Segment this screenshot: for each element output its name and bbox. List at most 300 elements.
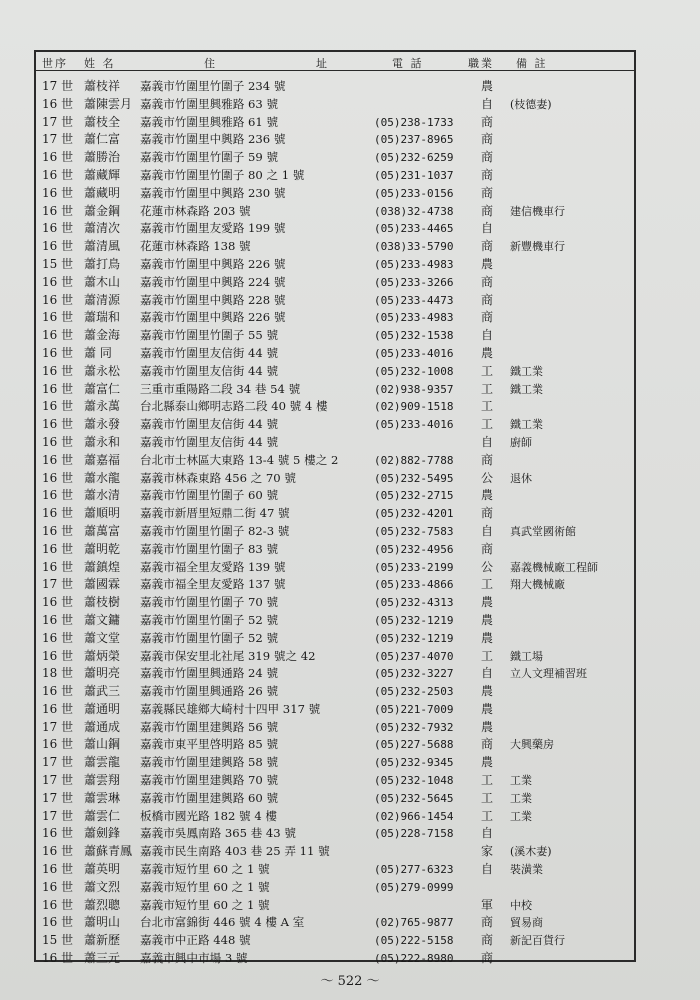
occupation-cell: 商: [480, 114, 493, 129]
occupation-cell: 農: [480, 630, 493, 645]
address-cell: 嘉義縣民雄鄉大崎村十四甲 317 號: [140, 701, 321, 716]
generation-cell: 18 世: [42, 666, 74, 681]
address-cell: 嘉義市竹圍里友信街 44 號: [140, 434, 279, 449]
table-row: [36, 452, 634, 470]
address-cell: 嘉義市竹圍里竹圍子 55 號: [140, 328, 279, 343]
generation-cell: 17 世: [42, 773, 74, 788]
address-cell: 板橋市國光路 182 號 4 樓: [140, 808, 277, 823]
table-row: [36, 861, 634, 879]
generation-cell: 16 世: [42, 417, 74, 432]
generation-cell: 16 世: [42, 167, 74, 182]
name-cell: 蕭枝全: [84, 114, 121, 129]
address-cell: 嘉義市竹圍里竹圍子 234 號: [140, 79, 286, 93]
occupation-cell: 商: [480, 150, 493, 165]
occupation-cell: 家: [480, 844, 493, 859]
address-cell: 嘉義市竹圍里竹圍子 80 之 1 號: [140, 167, 305, 182]
table-row: [36, 825, 634, 843]
address-cell: 嘉義市新厝里短鼎二街 47 號: [140, 506, 290, 521]
telephone-cell: (05)232-5495: [374, 471, 454, 485]
table-row: [36, 114, 634, 132]
table-row: [36, 683, 634, 701]
table-row: [36, 808, 634, 826]
telephone-cell: (05)232-4956: [374, 542, 454, 556]
generation-cell: 16 世: [42, 612, 74, 627]
header-address-1: 住: [204, 57, 217, 70]
name-cell: 蕭武三: [84, 684, 121, 699]
name-cell: 蕭永松: [84, 363, 121, 378]
note-cell: 新豐機車行: [510, 240, 565, 254]
note-cell: 嘉義機械廠工程師: [510, 560, 598, 574]
name-cell: 蕭三元: [84, 951, 121, 966]
table-header: [36, 54, 634, 71]
telephone-cell: (05)232-9345: [374, 756, 454, 770]
generation-cell: 17 世: [42, 808, 74, 823]
table-row: [36, 363, 634, 381]
generation-cell: 16 世: [42, 684, 74, 699]
table-row: [36, 790, 634, 808]
table-row: [36, 381, 634, 399]
telephone-cell: (05)222-5158: [374, 934, 454, 948]
note-cell: (溪木妻): [510, 845, 552, 859]
occupation-cell: 商: [480, 167, 493, 182]
address-cell: 嘉義市竹圍里竹圍子 52 號: [140, 612, 279, 627]
occupation-cell: 商: [480, 541, 493, 556]
telephone-cell: (05)233-0156: [374, 186, 454, 200]
telephone-cell: (05)233-3266: [374, 275, 454, 289]
name-cell: 蕭永萬: [84, 399, 121, 414]
generation-cell: 17 世: [42, 132, 74, 147]
name-cell: 蕭藏明: [84, 185, 121, 200]
table-row: [36, 630, 634, 648]
address-cell: 嘉義市福全里友愛路 139 號: [140, 559, 286, 574]
name-cell: 蕭清源: [84, 292, 121, 307]
table-row: [36, 897, 634, 915]
generation-cell: 17 世: [42, 719, 74, 734]
telephone-cell: (05)232-4201: [374, 507, 454, 521]
generation-cell: 16 世: [42, 452, 74, 467]
table-row: [36, 167, 634, 185]
note-cell: 廚師: [510, 435, 532, 449]
generation-cell: 16 世: [42, 897, 74, 912]
telephone-cell: (05)237-4070: [374, 649, 454, 663]
occupation-cell: 自: [480, 826, 493, 841]
table-row: [36, 754, 634, 772]
address-cell: 嘉義市福全里友愛路 137 號: [140, 577, 286, 592]
name-cell: 蕭 同: [84, 345, 112, 360]
address-cell: 嘉義市竹圍里中興路 236 號: [140, 132, 286, 147]
address-cell: 嘉義市竹圍里友信街 44 號: [140, 345, 279, 360]
generation-cell: 16 世: [42, 559, 74, 574]
generation-cell: 15 世: [42, 256, 74, 271]
generation-cell: 16 世: [42, 862, 74, 877]
note-cell: 翔大機械廠: [510, 578, 565, 592]
name-cell: 蕭瑞和: [84, 310, 121, 325]
generation-cell: 16 世: [42, 826, 74, 841]
address-cell: 嘉義市東平里啓明路 85 號: [140, 737, 279, 752]
occupation-cell: 工: [480, 577, 493, 592]
generation-cell: 16 世: [42, 292, 74, 307]
note-cell: 新記百貨行: [510, 934, 565, 948]
telephone-cell: (05)231-1037: [374, 168, 454, 182]
address-cell: 嘉義市林森東路 456 之 70 號: [140, 470, 296, 485]
table-row: [36, 256, 634, 274]
generation-cell: 16 世: [42, 488, 74, 503]
telephone-cell: (05)233-2199: [374, 560, 454, 574]
telephone-cell: (02)966-1454: [374, 809, 454, 823]
name-cell: 蕭炳榮: [84, 648, 121, 663]
table-row: [36, 719, 634, 737]
occupation-cell: 農: [480, 345, 493, 360]
occupation-cell: 商: [480, 915, 493, 930]
address-cell: 台北市士林區大東路 13-4 號 5 樓之 2: [140, 452, 339, 467]
telephone-cell: (05)232-1048: [374, 774, 454, 788]
name-cell: 蕭雲仁: [84, 808, 121, 823]
name-cell: 蕭明山: [84, 915, 121, 930]
occupation-cell: 農: [480, 256, 493, 271]
telephone-cell: (05)233-4016: [374, 346, 454, 360]
note-cell: 裝潢業: [510, 863, 543, 877]
telephone-cell: (05)237-8965: [374, 133, 454, 147]
name-cell: 蕭永發: [84, 417, 121, 432]
telephone-cell: (05)227-5688: [374, 738, 454, 752]
name-cell: 蕭富仁: [84, 381, 121, 396]
occupation-cell: 農: [480, 701, 493, 716]
generation-cell: 16 世: [42, 345, 74, 360]
address-cell: 嘉義市竹圍里興通路 24 號: [140, 666, 279, 681]
header-telephone: 電 話: [392, 57, 424, 70]
name-cell: 蕭打鳥: [84, 256, 121, 271]
note-cell: 建信機車行: [510, 204, 565, 218]
name-cell: 蕭枝祥: [84, 79, 121, 93]
name-cell: 蕭劍鋒: [84, 826, 121, 841]
name-cell: 蕭勝治: [84, 150, 121, 165]
address-cell: 嘉義市竹圍里竹圍子 60 號: [140, 488, 279, 503]
name-cell: 蕭文烈: [84, 879, 121, 894]
occupation-cell: 商: [480, 452, 493, 467]
occupation-cell: 公: [480, 559, 493, 574]
generation-cell: 16 世: [42, 434, 74, 449]
occupation-cell: 農: [480, 79, 493, 93]
generation-cell: 16 世: [42, 239, 74, 254]
occupation-cell: 軍: [480, 897, 493, 912]
note-cell: 工業: [510, 774, 532, 788]
address-cell: 花蓮市林森路 138 號: [140, 239, 251, 254]
table-row: [36, 612, 634, 630]
generation-cell: 16 世: [42, 470, 74, 485]
name-cell: 蕭金鋼: [84, 203, 121, 218]
generation-cell: 16 世: [42, 274, 74, 289]
generation-cell: 16 世: [42, 523, 74, 538]
address-cell: 嘉義市竹圍里中興路 228 號: [140, 292, 286, 307]
address-cell: 嘉義市保安里北社尾 319 號之 42: [140, 648, 316, 663]
occupation-cell: 自: [480, 523, 493, 538]
occupation-cell: 商: [480, 274, 493, 289]
generation-cell: 16 世: [42, 221, 74, 236]
generation-cell: 15 世: [42, 933, 74, 948]
name-cell: 蕭順明: [84, 506, 121, 521]
table-row: [36, 220, 634, 238]
address-cell: 嘉義市竹圍里友信街 44 號: [140, 363, 279, 378]
address-cell: 嘉義市竹圍里建興路 60 號: [140, 790, 279, 805]
telephone-cell: (05)232-5645: [374, 791, 454, 805]
name-cell: 蕭水清: [84, 488, 121, 503]
telephone-cell: (05)233-4473: [374, 293, 454, 307]
occupation-cell: 工: [480, 808, 493, 823]
table-row: [36, 309, 634, 327]
name-cell: 蕭嘉福: [84, 452, 121, 467]
table-row: [36, 274, 634, 292]
occupation-cell: 工: [480, 363, 493, 378]
note-cell: 立人文理補習班: [510, 667, 587, 681]
generation-cell: 16 世: [42, 203, 74, 218]
occupation-cell: 農: [480, 488, 493, 503]
generation-cell: 17 世: [42, 577, 74, 592]
telephone-cell: (05)232-1219: [374, 613, 454, 627]
name-cell: 蕭清風: [84, 239, 121, 254]
table-row: [36, 932, 634, 950]
occupation-cell: 自: [480, 221, 493, 236]
address-cell: 嘉義市竹圍里興雅路 63 號: [140, 96, 279, 111]
occupation-cell: 商: [480, 239, 493, 254]
name-cell: 蕭永和: [84, 434, 121, 449]
address-cell: 嘉義市竹圍里友信街 44 號: [140, 417, 279, 432]
name-cell: 蕭陳雲月: [84, 96, 133, 111]
table-row: [36, 203, 634, 221]
occupation-cell: 農: [480, 755, 493, 770]
telephone-cell: (02)765-9877: [374, 916, 454, 930]
generation-cell: 17 世: [42, 79, 74, 93]
name-cell: 蕭木山: [84, 274, 121, 289]
table-row: [36, 78, 634, 96]
address-cell: 嘉義市竹圍里建興路 56 號: [140, 719, 279, 734]
generation-cell: 17 世: [42, 755, 74, 770]
occupation-cell: 工: [480, 648, 493, 663]
occupation-cell: 農: [480, 595, 493, 610]
generation-cell: 16 世: [42, 648, 74, 663]
telephone-cell: (05)232-4313: [374, 596, 454, 610]
occupation-cell: 農: [480, 612, 493, 627]
name-cell: 蕭明乾: [84, 541, 121, 556]
address-cell: 嘉義市竹圍里竹圍子 82-3 號: [140, 523, 290, 538]
address-cell: 嘉義市竹圍里中興路 224 號: [140, 274, 286, 289]
table-row: [36, 559, 634, 577]
telephone-cell: (05)232-2503: [374, 685, 454, 699]
address-cell: 三重市重陽路二段 34 巷 54 號: [140, 381, 301, 396]
occupation-cell: 公: [480, 470, 493, 485]
page-number: ～ 522 ～: [320, 974, 380, 989]
address-cell: 嘉義市竹圍里竹圍子 83 號: [140, 541, 279, 556]
name-cell: 蕭仁富: [84, 132, 121, 147]
note-cell: 貿易商: [510, 916, 543, 930]
generation-cell: 16 世: [42, 701, 74, 716]
generation-cell: 17 世: [42, 790, 74, 805]
generation-cell: 16 世: [42, 150, 74, 165]
occupation-cell: 自: [480, 328, 493, 343]
generation-cell: 16 世: [42, 630, 74, 645]
note-cell: 鐵工場: [510, 649, 543, 663]
telephone-cell: (05)232-1008: [374, 364, 454, 378]
address-cell: 嘉義市短竹里 60 之 1 號: [140, 862, 270, 877]
telephone-cell: (05)221-7009: [374, 702, 454, 716]
generation-cell: 16 世: [42, 363, 74, 378]
table-row: [36, 434, 634, 452]
name-cell: 蕭鎮煌: [84, 559, 121, 574]
table-row: [36, 292, 634, 310]
occupation-cell: 商: [480, 292, 493, 307]
occupation-cell: 商: [480, 203, 493, 218]
name-cell: 蕭新歷: [84, 933, 121, 948]
table-row: [36, 594, 634, 612]
address-cell: 嘉義市民生南路 403 巷 25 弄 11 號: [140, 844, 330, 859]
note-cell: 真武堂國術館: [510, 524, 576, 538]
table-row: [36, 131, 634, 149]
generation-cell: 16 世: [42, 844, 74, 859]
header-name: 姓 名: [84, 57, 116, 70]
table-row: [36, 487, 634, 505]
telephone-cell: (05)232-1538: [374, 329, 454, 343]
note-cell: 工業: [510, 791, 532, 805]
occupation-cell: 自: [480, 666, 493, 681]
telephone-cell: (05)233-4866: [374, 578, 454, 592]
telephone-cell: (05)232-3227: [374, 667, 454, 681]
generation-cell: 16 世: [42, 951, 74, 966]
occupation-cell: 農: [480, 684, 493, 699]
name-cell: 蕭雲龍: [84, 755, 121, 770]
table-row: [36, 843, 634, 861]
occupation-cell: 商: [480, 185, 493, 200]
occupation-cell: 農: [480, 719, 493, 734]
address-cell: 嘉義市竹圍里竹圍子 52 號: [140, 630, 279, 645]
telephone-cell: (05)233-4016: [374, 418, 454, 432]
address-cell: 嘉義市竹圍里中興路 226 號: [140, 256, 286, 271]
occupation-cell: 工: [480, 417, 493, 432]
table-row: [36, 701, 634, 719]
table-row: [36, 505, 634, 523]
table-row: [36, 736, 634, 754]
header-generation: 世序: [42, 57, 68, 70]
address-cell: 嘉義市竹圍里建興路 58 號: [140, 755, 279, 770]
telephone-cell: (05)222-8980: [374, 952, 454, 966]
telephone-cell: (05)277-6323: [374, 863, 454, 877]
table-row: [36, 238, 634, 256]
name-cell: 蕭水龍: [84, 470, 121, 485]
generation-cell: 16 世: [42, 541, 74, 556]
occupation-cell: 商: [480, 737, 493, 752]
generation-cell: 16 世: [42, 328, 74, 343]
telephone-cell: (05)232-7583: [374, 524, 454, 538]
table-row: [36, 523, 634, 541]
telephone-cell: (05)232-1219: [374, 631, 454, 645]
table-row: [36, 149, 634, 167]
telephone-cell: (05)238-1733: [374, 115, 454, 129]
table-row: [36, 665, 634, 683]
address-cell: 嘉義市竹圍里中興路 226 號: [140, 310, 286, 325]
name-cell: 蕭國霖: [84, 577, 121, 592]
address-cell: 嘉義市興中市場 3 號: [140, 951, 248, 966]
telephone-cell: (05)228-7158: [374, 827, 454, 841]
table-row: [36, 576, 634, 594]
table-row: [36, 470, 634, 488]
occupation-cell: 商: [480, 506, 493, 521]
occupation-cell: 商: [480, 933, 493, 948]
address-cell: 嘉義市短竹里 60 之 1 號: [140, 897, 270, 912]
table-row: [36, 772, 634, 790]
table-row: [36, 345, 634, 363]
generation-cell: 16 世: [42, 879, 74, 894]
note-cell: 鐵工業: [510, 418, 543, 432]
occupation-cell: 工: [480, 381, 493, 396]
generation-cell: 17 世: [42, 114, 74, 129]
occupation-cell: 自: [480, 96, 493, 111]
generation-cell: 16 世: [42, 506, 74, 521]
telephone-cell: (02)882-7788: [374, 453, 454, 467]
generation-cell: 16 世: [42, 737, 74, 752]
telephone-cell: (05)233-4465: [374, 222, 454, 236]
address-cell: 嘉義市短竹里 60 之 1 號: [140, 879, 270, 894]
table-row: [36, 914, 634, 932]
telephone-cell: (05)279-0999: [374, 880, 454, 894]
note-cell: 工業: [510, 809, 532, 823]
address-cell: 台北市富錦街 446 號 4 樓 A 室: [140, 915, 305, 930]
telephone-cell: (038)33-5790: [374, 240, 454, 254]
name-cell: 蕭枝樹: [84, 595, 121, 610]
header-occupation: 職業: [468, 57, 494, 70]
name-cell: 蕭蘇青鳳: [84, 844, 133, 859]
address-cell: 嘉義市竹圍里興通路 26 號: [140, 684, 279, 699]
table-row: [36, 648, 634, 666]
table-row: [36, 879, 634, 897]
occupation-cell: 商: [480, 951, 493, 966]
note-cell: (枝德妻): [510, 97, 552, 111]
address-cell: 嘉義市竹圍里興雅路 61 號: [140, 114, 279, 129]
telephone-cell: (05)232-6259: [374, 151, 454, 165]
occupation-cell: 工: [480, 773, 493, 788]
name-cell: 蕭明亮: [84, 666, 121, 681]
address-cell: 嘉義市竹圍里友愛路 199 號: [140, 221, 286, 236]
generation-cell: 16 世: [42, 915, 74, 930]
note-cell: 大興藥房: [510, 738, 554, 752]
name-cell: 蕭清次: [84, 221, 121, 236]
occupation-cell: 商: [480, 310, 493, 325]
table-row: [36, 327, 634, 345]
note-cell: 退休: [510, 471, 532, 485]
address-cell: 嘉義市中正路 448 號: [140, 933, 251, 948]
name-cell: 蕭文堂: [84, 630, 121, 645]
header-address-2: 址: [316, 57, 329, 70]
name-cell: 蕭山鋼: [84, 737, 121, 752]
telephone-cell: (02)938-9357: [374, 382, 454, 396]
telephone-cell: (05)233-4983: [374, 257, 454, 271]
generation-cell: 16 世: [42, 399, 74, 414]
table-row: [36, 416, 634, 434]
occupation-cell: 工: [480, 790, 493, 805]
name-cell: 蕭藏輝: [84, 167, 121, 182]
note-cell: 鐵工業: [510, 382, 543, 396]
name-cell: 蕭通成: [84, 719, 121, 734]
address-cell: 嘉義市吳鳳南路 365 巷 43 號: [140, 826, 296, 841]
telephone-cell: (05)232-7932: [374, 720, 454, 734]
table-row: [36, 185, 634, 203]
name-cell: 蕭雲琳: [84, 790, 121, 805]
table-body: [36, 78, 634, 968]
address-cell: 花蓮市林森路 203 號: [140, 203, 251, 218]
address-cell: 台北縣泰山鄉明志路二段 40 號 4 樓: [140, 399, 328, 414]
generation-cell: 16 世: [42, 96, 74, 111]
occupation-cell: 工: [480, 399, 493, 414]
telephone-cell: (038)32-4738: [374, 204, 454, 218]
address-cell: 嘉義市竹圍里建興路 70 號: [140, 773, 279, 788]
table-row: [36, 950, 634, 968]
